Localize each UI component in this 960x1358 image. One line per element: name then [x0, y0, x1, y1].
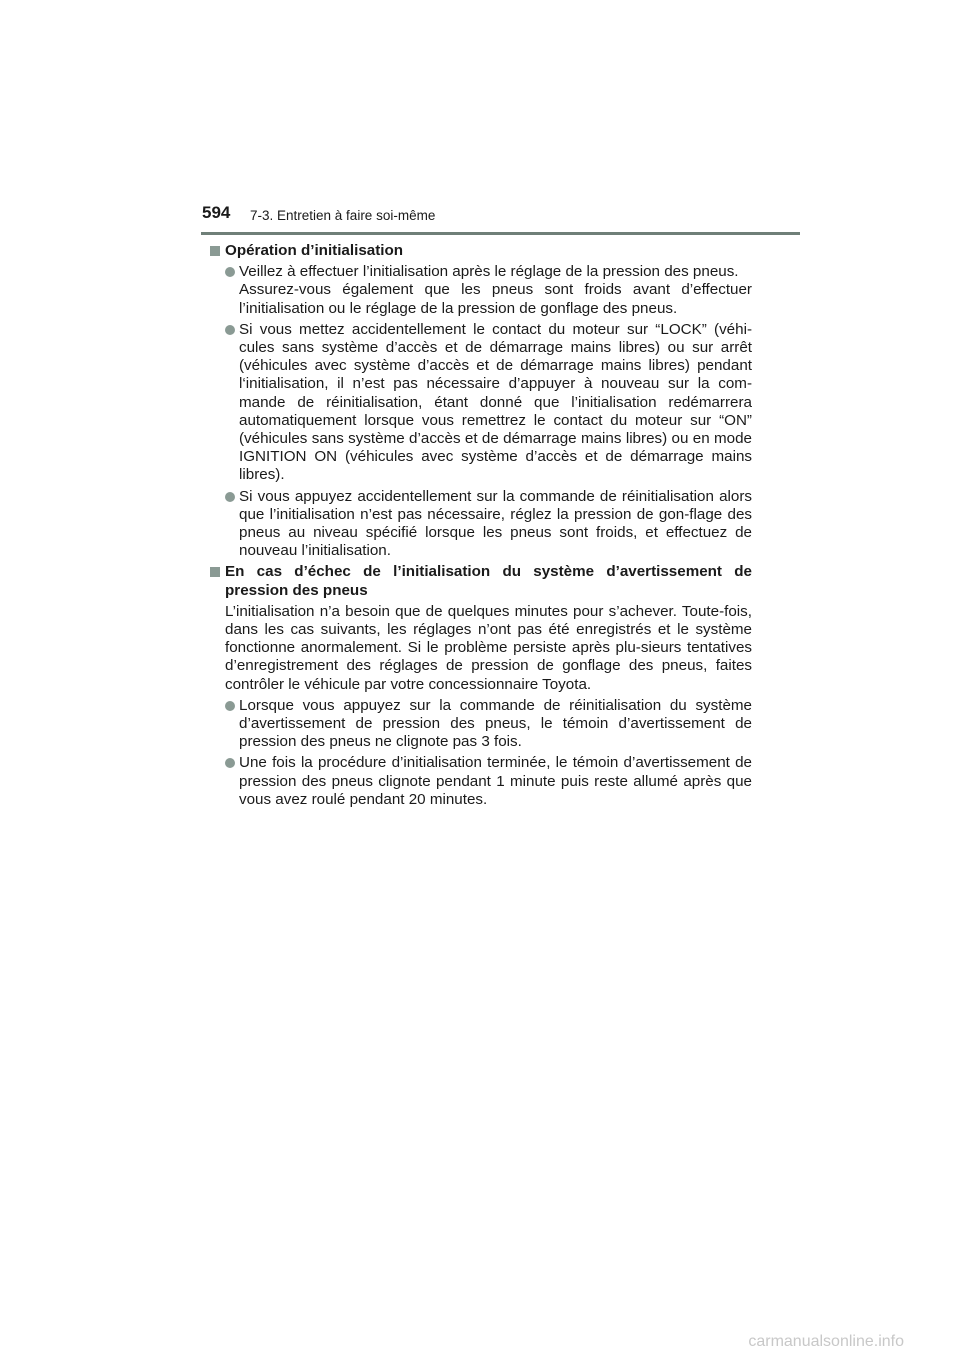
list-item	[210, 263, 752, 318]
list-item-text: Veillez à effectuer l’initialisation après le réglage de la pression des pneus.	[239, 263, 739, 281]
list-item-text: Si vous appuyez accidentellement sur la commande de réinitialisation alors que l’initialisation n’est pas nécessaire, réglez la pression de gon-flage des pneus au niveau spécifié lorsque les pneus sont froids, et effectuez de nouveau l’initialisation.	[239, 487, 752, 560]
list-item	[210, 321, 752, 485]
square-bullet-icon	[210, 567, 220, 577]
round-bullet-icon	[225, 701, 235, 711]
round-bullet-icon	[225, 325, 235, 335]
section-header: 7-3. Entretien à faire soi-même	[250, 208, 436, 223]
watermark: carmanualsonline.info	[748, 1333, 904, 1350]
round-bullet-icon	[225, 492, 235, 502]
section-heading	[210, 242, 752, 260]
round-bullet-icon	[225, 758, 235, 768]
list-item-text: Lorsque vous appuyez sur la commande de réinitialisation du système d’avertissement de pression des pneus, le témoin d’avertissement de pression des pneus ne clignote pas 3 fois.	[239, 696, 752, 751]
page-number: 594	[202, 203, 231, 222]
body-paragraph: L’initialisation n’a besoin que de quelques minutes pour s’achever. Toute-fois, dans les cas suivants, les réglages n’ont pas été enregistrés et le système fonctionne anormalement. Si le problème persiste après plu-sieurs tentatives d’enregistrement des réglages de pression de gonflage des pneus, faites contrôler le véhicule par votre concessionnaire Toyota.	[225, 602, 752, 693]
section-title: En cas d’échec de l’initialisation du système d’avertissement de pression des pneus	[225, 563, 752, 599]
list-item-text: Une fois la procédure d’initialisation terminée, le témoin d’avertissement de pression des pneus clignote pendant 1 minute puis reste allumé après que vous avez roulé pendant 20 minutes.	[239, 754, 752, 808]
section-title: Opération d’initialisation	[225, 242, 404, 259]
section-heading	[210, 563, 752, 599]
square-bullet-icon	[210, 246, 220, 256]
list-item-text: Si vous mettez accidentellement le contact du moteur sur “LOCK” (véhi-cules sans système d’accès et de démarrage mains libres) ou sur arrêt (véhicules avec système d’accès et de démarrage mains libres) pendant l‘initialisation, il n’est pas nécessaire d’appuyer à nouveau sur la com-mande de réinitialisation, étant donné que l’initialisation redémarrera automatiquement lorsque vous remettrez le contact du moteur sur “ON” (véhicules sans système d’accès et de démarrage mains libres) ou en mode IGNITION ON (véhicules avec système d’accès et de démarrage mains libres).	[239, 320, 752, 484]
list-item	[210, 754, 752, 809]
list-item-text: Assurez-vous également que les pneus sont froids avant d’effectuer l’initialisation ou le réglage de la pression de gonflage des pneus.	[239, 281, 752, 317]
list-item	[210, 488, 752, 561]
main-content	[210, 242, 752, 809]
round-bullet-icon	[225, 267, 235, 277]
header-rule	[201, 232, 800, 235]
list-item	[210, 697, 752, 752]
